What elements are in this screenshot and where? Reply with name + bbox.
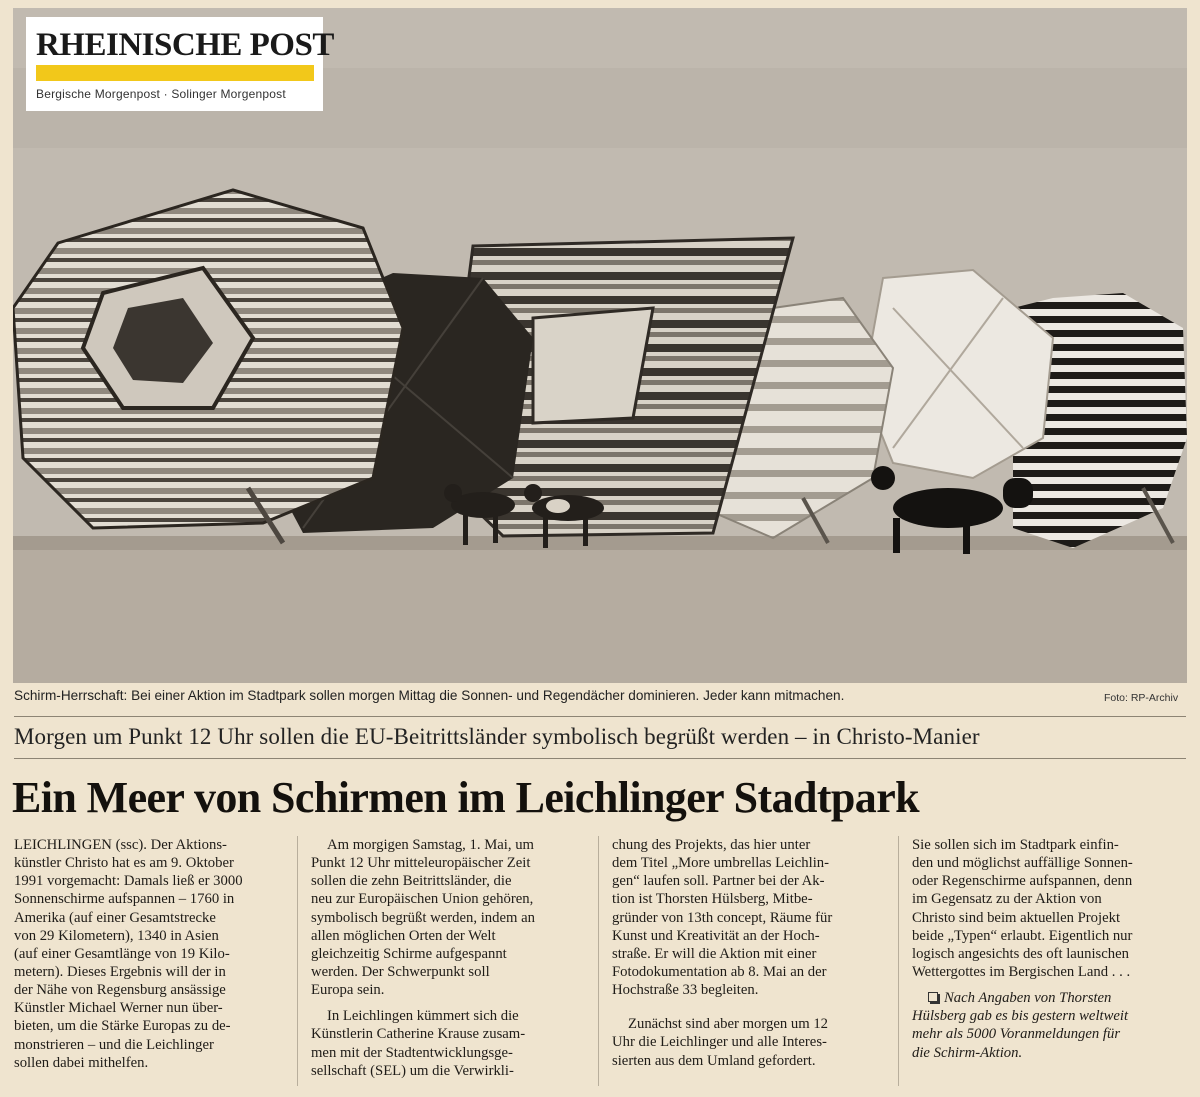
text-line: Europa sein. [311,982,385,999]
divider [14,758,1186,759]
article-column-1 [14,836,288,1072]
article-column-4 [912,836,1186,1062]
text-line: Sie sollen sich im Stadtpark einfin- [912,837,1119,853]
text-line: dem Titel „More umbrellas Leichlin- [612,855,830,872]
text-line: Künstler Michael Werner nun über- [14,1000,223,1017]
text-line: Uhr die Leichlinger und alle Interes- [612,1034,827,1051]
newspaper-logo [26,17,334,111]
text-line: logisch angesichts des oft launischen [912,945,1129,962]
text-line: gleichzeitig Schirme aufgespannt [311,945,507,962]
text-line: (auf einer Gesamtlänge von 19 Kilo- [14,945,230,962]
text-line: künstler Christo hat es am 9. Oktober [14,855,234,872]
text-line: LEICHLINGEN (ssc). Der Aktions- [14,837,227,853]
text-line: im Gegensatz zu der Aktion von [912,891,1102,908]
text-line: bieten, um die Stärke Europas zu de- [14,1018,231,1035]
text-line: monstrieren – und die Leichlinger [14,1036,214,1053]
text-line: den und möglichst auffällige Sonnen- [912,855,1133,872]
text-line: der Nähe von Regensburg ansässige [14,982,226,999]
text-line: Hochstraße 33 begleiten. [612,982,759,999]
text-line: gen“ laufen soll. Partner bei der Ak- [612,873,825,890]
text-line: Christo sind beim aktuellen Projekt [912,909,1121,926]
text-line: Kunst und Kreativität an der Hoch- [612,927,820,944]
photo-credit: Foto: RP-Archiv [1104,692,1179,704]
column-separator [898,836,899,1086]
note-line: Nach Angaben von Thorsten [912,989,1186,1007]
article-column-2 [311,836,585,1080]
text-line: tion ist Thorsten Hülsberg, Mitbe- [612,891,813,908]
text-line: sellschaft (SEL) um die Verwirkli- [311,1062,514,1079]
column-separator [598,836,599,1086]
text-line: beide „Typen“ erlaubt. Eigentlich nur [912,927,1133,944]
text-line: 1991 vorgemacht: Damals ließ er 3000 [14,873,243,890]
text-line: chung des Projekts, das hier unter [612,837,811,853]
text-line: Wettergottes im Bergischen Land . . . [912,963,1131,980]
article-column-3 [612,836,886,1070]
text-line: sollen dabei mithelfen. [14,1054,149,1071]
text-line: symbolisch begrüßt werden, indem an [311,909,535,926]
note-line: mehr als 5000 Voranmeldungen für [912,1026,1121,1043]
text-line: werden. Der Schwerpunkt soll [311,963,490,980]
bullet-box-icon [928,992,938,1002]
text-line: gründer von 13th concept, Räume für [612,909,833,926]
text-line: Künstlerin Catherine Krause zusam- [311,1026,526,1043]
text-line: Sonnenschirme aufspannen – 1760 in [14,891,235,908]
text-line: oder Regenschirme aufspannen, denn [912,873,1133,890]
text-line: In Leichlingen kümmert sich die [327,1008,519,1025]
article-kicker: Morgen um Punkt 12 Uhr sollen die EU-Beitrittsländer symbolisch begrüßt werden – in Christo-Manier [14,724,980,749]
article-headline: Ein Meer von Schirmen im Leichlinger Stadtpark [12,773,919,822]
photo-caption: Schirm-Herrschaft: Bei einer Aktion im Stadtpark sollen morgen Mittag die Sonnen- und Regendächer dominieren. Jeder kann mitmachen. [14,688,845,703]
text-line: von 29 Kilometern), 1340 in Asien [14,927,219,944]
divider [14,716,1186,717]
logo-title: RHEINISCHE POST [36,27,334,63]
text-line: allen möglichen Orten der Welt [311,927,496,944]
note-line: Hülsberg gab es bis gestern weltweit [912,1008,1129,1025]
text-line: sierten aus dem Umland gefordert. [612,1052,816,1069]
text-line: Zunächst sind aber morgen um 12 [628,1016,829,1033]
text-line: straße. Er will die Aktion mit einer [612,945,817,962]
text-line: men mit der Stadtentwicklungsge- [311,1044,513,1061]
note-line: die Schirm-Aktion. [912,1044,1023,1061]
logo-subtitle: Bergische Morgenpost · Solinger Morgenpost [36,87,286,101]
text-line: sollen die zehn Beitrittsländer, die [311,873,512,890]
text-line: Fotodokumentation ab 8. Mai an der [612,963,827,980]
text-line: metern). Dieses Ergebnis will der in [14,963,226,980]
column-separator [297,836,298,1086]
logo-accent-bar [36,65,314,81]
text-line: Punkt 12 Uhr mitteleuropäischer Zeit [311,855,531,872]
text-line: Am morgigen Samstag, 1. Mai, um [327,837,534,853]
text-line: Amerika (auf einer Gesamtstrecke [14,909,216,926]
text-line: neu zur Europäischen Union gehören, [311,891,534,908]
